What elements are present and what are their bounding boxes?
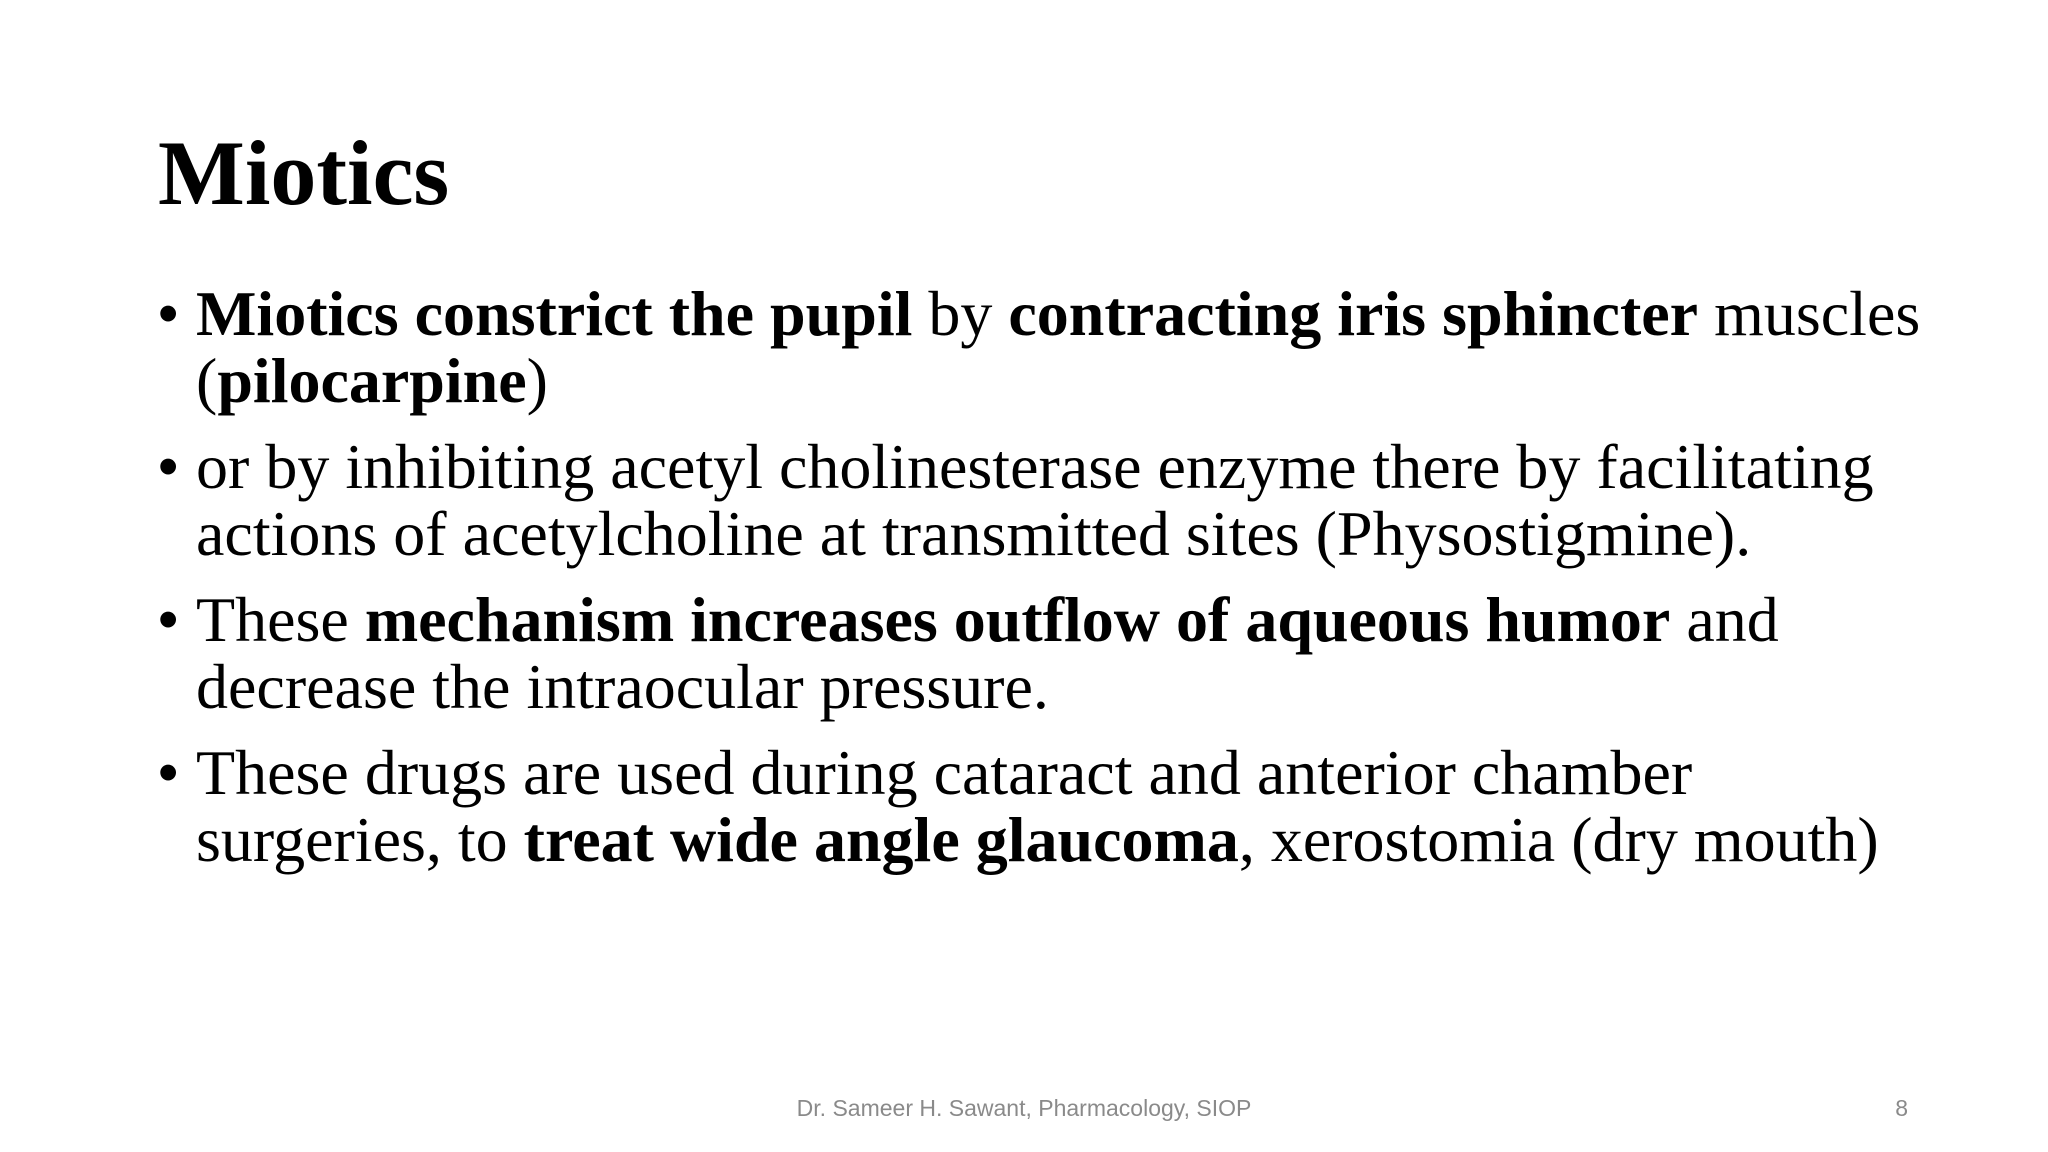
bullet-marker: • bbox=[158, 740, 179, 805]
bullet-text: and decrease the intraocular pressure. bbox=[196, 584, 1779, 722]
bullet-item bbox=[158, 280, 1938, 414]
bullet-text-bold: contracting iris sphincter bbox=[1008, 278, 1699, 349]
bullet-text-bold: mechanism increases outflow of aqueous humor bbox=[364, 584, 1671, 655]
slide-title: Miotics bbox=[158, 122, 450, 224]
slide-footer: Dr. Sameer H. Sawant, Pharmacology, SIOP bbox=[796, 1095, 1252, 1121]
bullet-text: or by inhibiting acetyl cholinesterase enzyme there by facilitating actions of acetylcholine at transmitted sites (Physostigmine). bbox=[196, 431, 1874, 569]
bullet-text: These drugs are used during cataract and anterior chamber surgeries, to bbox=[196, 737, 1693, 875]
bullet-marker: • bbox=[158, 281, 179, 346]
bullet-text: These bbox=[196, 584, 365, 655]
bullet-list bbox=[158, 280, 1938, 892]
page-number: 8 bbox=[1895, 1095, 1908, 1121]
bullet-text-bold: Miotics constrict the pupil bbox=[196, 278, 913, 349]
bullet-item bbox=[158, 739, 1938, 873]
bullet-text: , xerostomia (dry mouth) bbox=[1238, 804, 1879, 875]
bullet-text-bold: pilocarpine bbox=[217, 345, 527, 416]
bullet-text: ) bbox=[526, 345, 548, 416]
bullet-text: by bbox=[912, 278, 1009, 349]
bullet-marker: • bbox=[158, 434, 179, 499]
bullet-item bbox=[158, 586, 1938, 720]
bullet-text: muscles ( bbox=[196, 278, 1921, 416]
bullet-item bbox=[158, 433, 1938, 567]
bullet-text-bold: treat wide angle glaucoma bbox=[523, 804, 1239, 875]
bullet-marker: • bbox=[158, 587, 179, 652]
